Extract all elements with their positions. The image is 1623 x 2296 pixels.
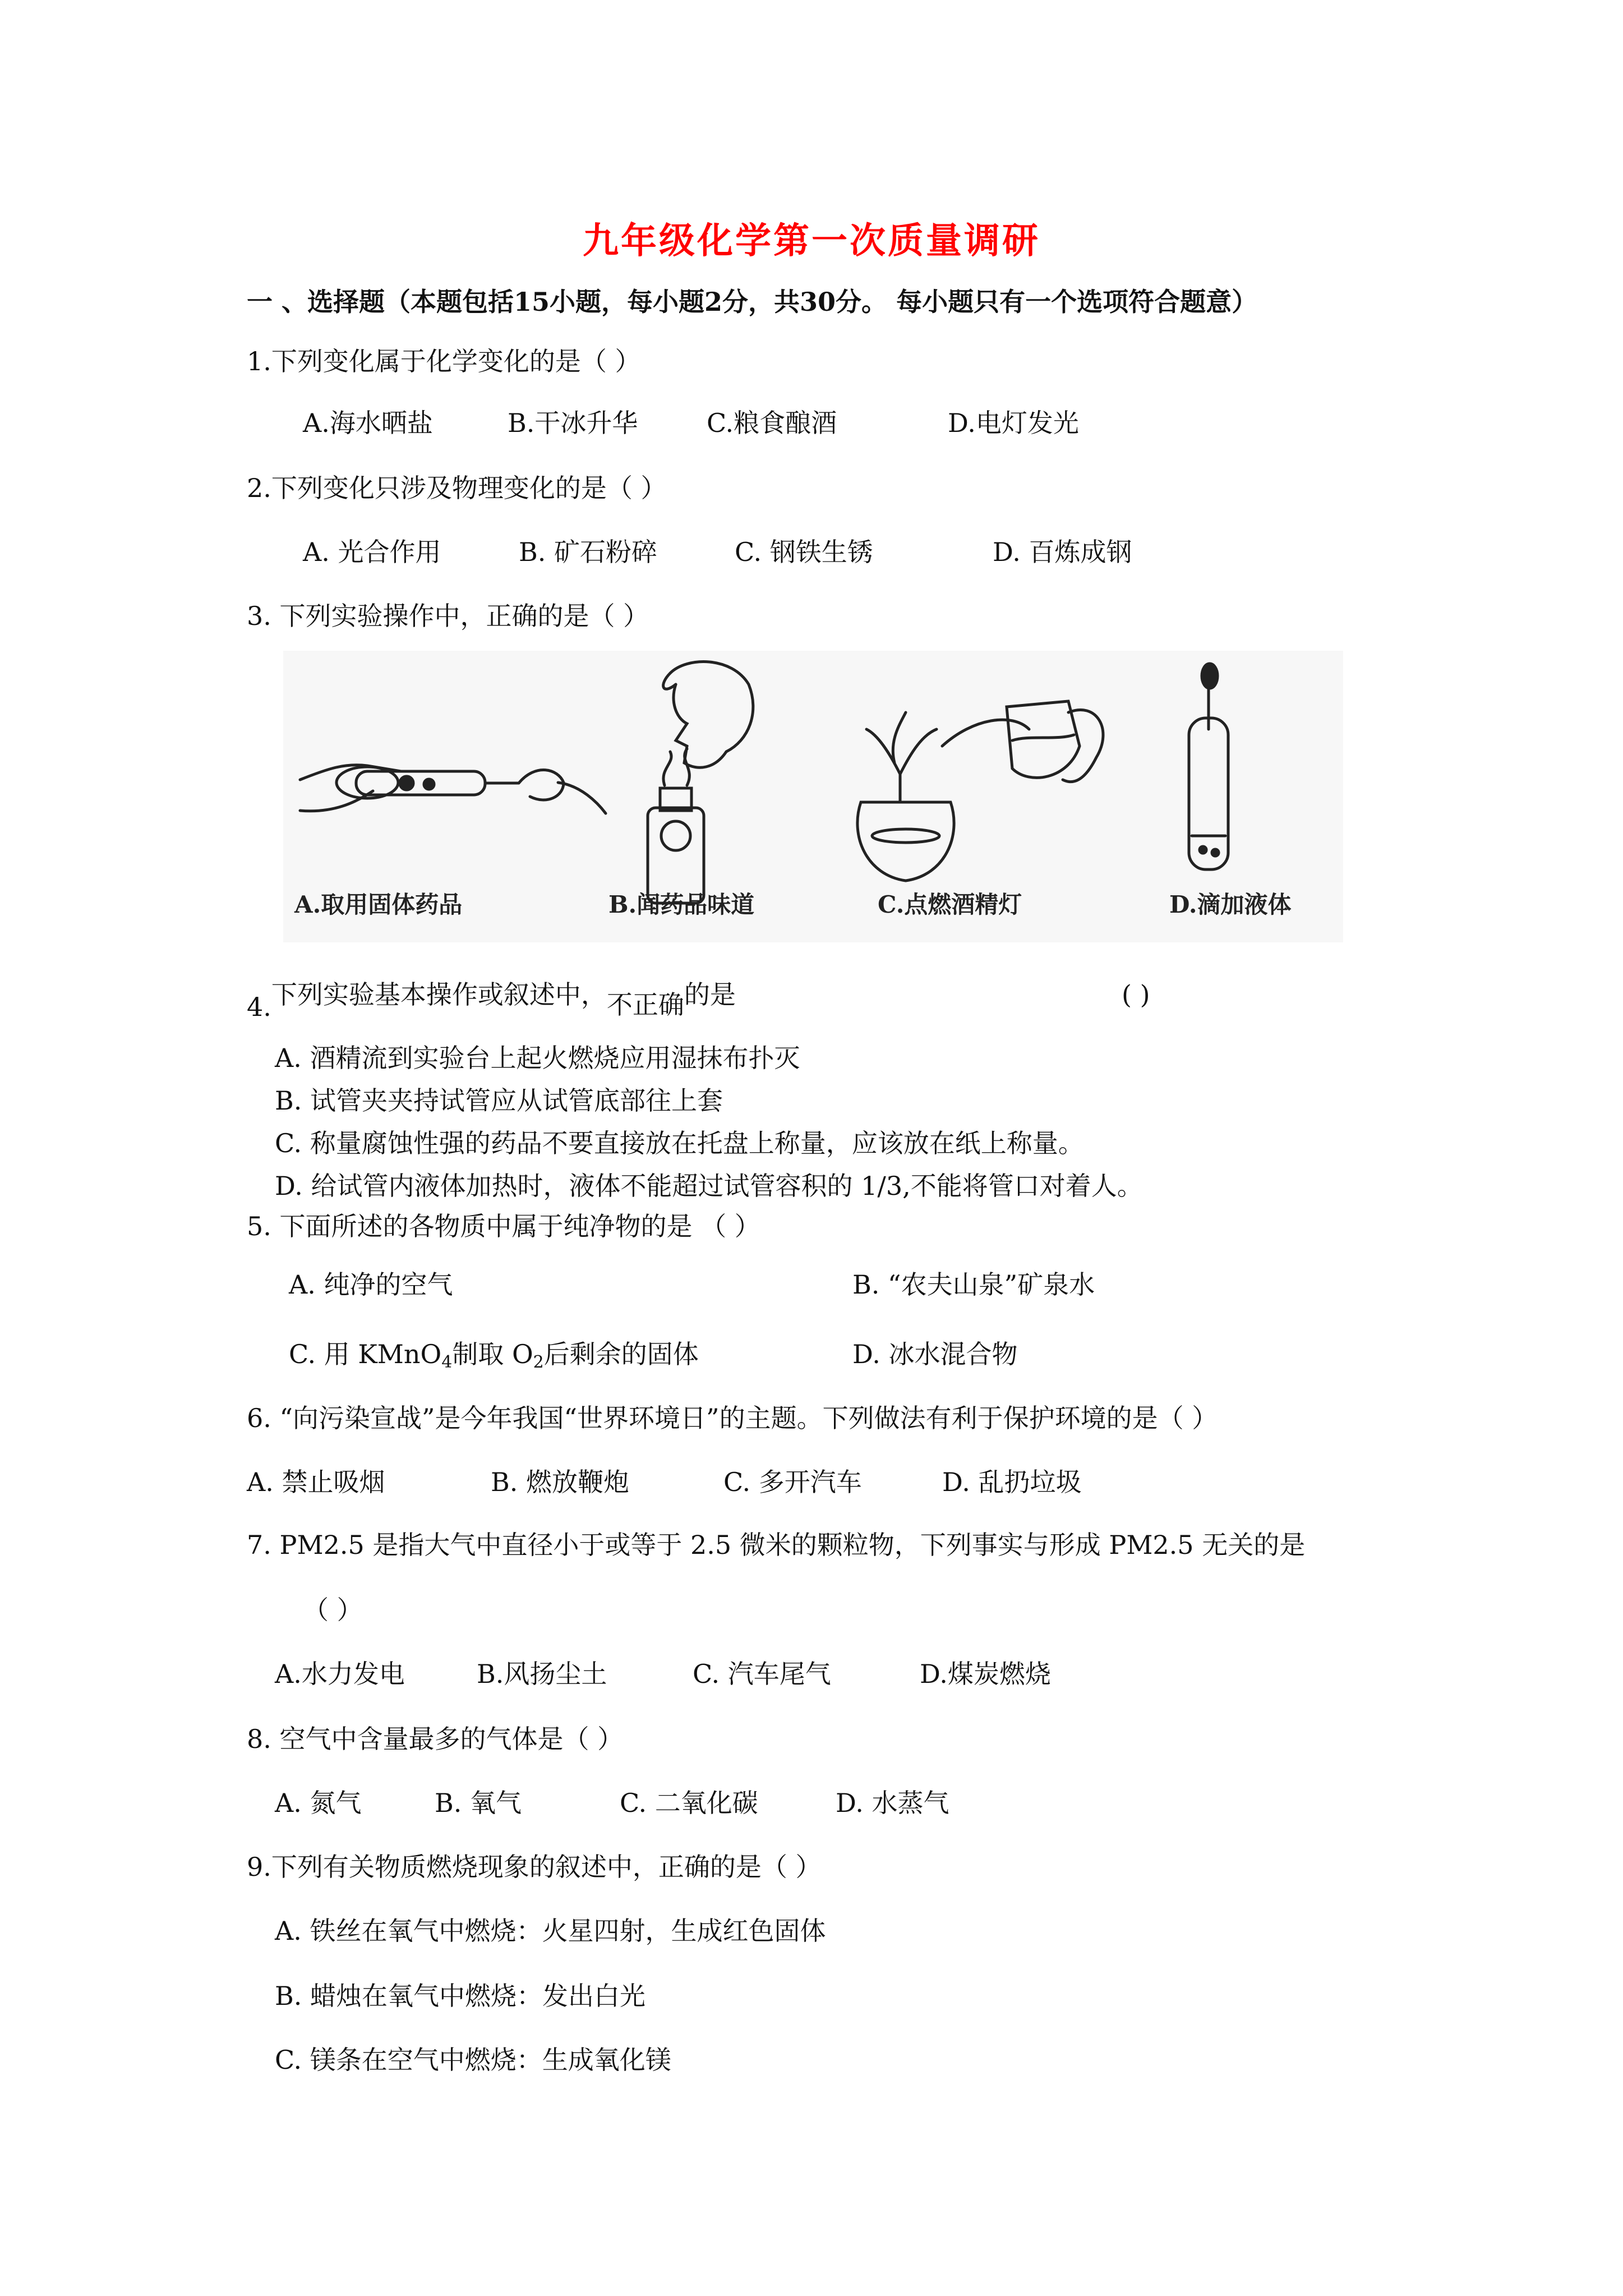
- lab-operations-figure: [283, 651, 1343, 942]
- q5-c-text-2: 制取 O: [452, 1339, 533, 1369]
- q4-option-c: C. 称量腐蚀性强的药品不要直接放在托盘上称量，应该放在纸上称量。: [275, 1128, 1084, 1158]
- q2-option-d: D. 百炼成钢: [993, 537, 1132, 567]
- q7-answer-paren: （ ）: [303, 1595, 363, 1625]
- q4-option-a: A. 酒精流到实验台上起火燃烧应用湿抹布扑灭: [275, 1043, 800, 1073]
- q4-option-d: D. 给试管内液体加热时，液体不能超过试管容积的 1/3,不能将管口对着人。: [275, 1171, 1143, 1201]
- q7-option-b: B.风扬尘土: [477, 1659, 607, 1689]
- q8-option-c: C. 二氧化碳: [620, 1788, 758, 1818]
- q9-option-b: B. 蜡烛在氧气中燃烧：发出白光: [275, 1981, 646, 2011]
- q4-stem-start: 下列实验基本操作或叙述中，: [271, 979, 607, 1010]
- question-6-stem: 6. “向污染宣战”是今年我国“世界环境日”的主题。下列做法有利于保护环境的是（ ）: [247, 1403, 1218, 1433]
- question-8-stem: 8. 空气中含量最多的气体是（ ）: [247, 1724, 624, 1754]
- q4-answer-paren: ( ): [1122, 979, 1150, 1010]
- q2-option-b: B. 矿石粉碎: [519, 537, 658, 567]
- smelling-chemicals-drawing: [648, 662, 753, 903]
- q4-emphasis: 不正确: [606, 990, 684, 1020]
- q1-option-a: A.海水晒盐: [303, 408, 433, 438]
- question-7-stem: 7. PM2.5 是指大气中直径小于或等于 2.5 微米的颗粒物，下列事实与形成 PM2.5 无关的是: [247, 1530, 1306, 1560]
- q6-option-c: C. 多开汽车: [723, 1467, 862, 1497]
- q2-option-c: C. 钢铁生锈: [735, 537, 873, 567]
- test-tube-horizontal-drawing: [300, 765, 606, 813]
- q7-option-c: C. 汽车尾气: [693, 1659, 831, 1689]
- q6-option-a: A. 禁止吸烟: [247, 1467, 385, 1497]
- caption-d: D.滴加液体: [1169, 891, 1292, 918]
- q8-option-b: B. 氧气: [435, 1788, 522, 1818]
- question-5-stem: 5. 下面所述的各物质中属于纯净物的是 （ ）: [247, 1211, 760, 1241]
- question-1-stem: 1.下列变化属于化学变化的是（ ）: [247, 346, 641, 376]
- q6-option-d: D. 乱扔垃圾: [942, 1467, 1082, 1497]
- q5-c-sub-1: 4: [441, 1352, 453, 1372]
- question-2-stem: 2.下列变化只涉及物理变化的是（ ）: [247, 473, 667, 503]
- q7-option-d: D.煤炭燃烧: [920, 1659, 1051, 1689]
- q9-option-c: C. 镁条在空气中燃烧：生成氧化镁: [275, 2045, 671, 2075]
- q6-option-b: B. 燃放鞭炮: [491, 1467, 630, 1497]
- alcohol-lamp-drawing: [857, 701, 1103, 881]
- q5-option-d: D. 冰水混合物: [852, 1339, 1018, 1369]
- q8-option-d: D. 水蒸气: [836, 1788, 949, 1818]
- caption-c: C.点燃酒精灯: [878, 891, 1022, 918]
- q5-option-b: B. “农夫山泉”矿泉水: [852, 1269, 1095, 1300]
- q1-option-d: D.电灯发光: [948, 408, 1079, 438]
- q1-option-c: C.粮食酿酒: [707, 408, 837, 438]
- q5-option-c: [289, 1338, 699, 1378]
- q8-option-a: A. 氮气: [275, 1788, 362, 1818]
- q4-stem-end: 的是: [684, 979, 736, 1010]
- q5-c-text-1: C. 用 KMnO: [289, 1339, 442, 1369]
- section-heading: 一 、选择题（本题包括15小题，每小题2分，共30分。 每小题只有一个选项符合题意）: [247, 287, 1258, 317]
- q4-number: 4.: [247, 992, 271, 1022]
- question-4-stem: [247, 979, 736, 1022]
- dropper-test-tube-drawing: [1189, 664, 1228, 869]
- q1-option-b: B.干冰升华: [508, 408, 638, 438]
- question-9-stem: 9.下列有关物质燃烧现象的叙述中，正确的是（ ）: [247, 1852, 822, 1882]
- q4-option-b: B. 试管夹夹持试管应从试管底部往上套: [275, 1085, 723, 1116]
- caption-b: B.闻药品味道: [608, 891, 755, 918]
- q5-c-sub-2: 2: [533, 1352, 544, 1372]
- q9-option-a: A. 铁丝在氧气中燃烧：火星四射，生成红色固体: [275, 1916, 826, 1946]
- q5-c-text-3: 后剩余的固体: [543, 1339, 699, 1369]
- caption-a: A.取用固体药品: [294, 891, 463, 918]
- question-3-stem: 3. 下列实验操作中，正确的是（ ）: [247, 601, 649, 631]
- q7-option-a: A.水力发电: [275, 1659, 405, 1689]
- q5-option-a: A. 纯净的空气: [289, 1269, 453, 1300]
- page-title: 九年级化学第一次质量调研: [583, 220, 1040, 262]
- q2-option-a: A. 光合作用: [303, 537, 441, 567]
